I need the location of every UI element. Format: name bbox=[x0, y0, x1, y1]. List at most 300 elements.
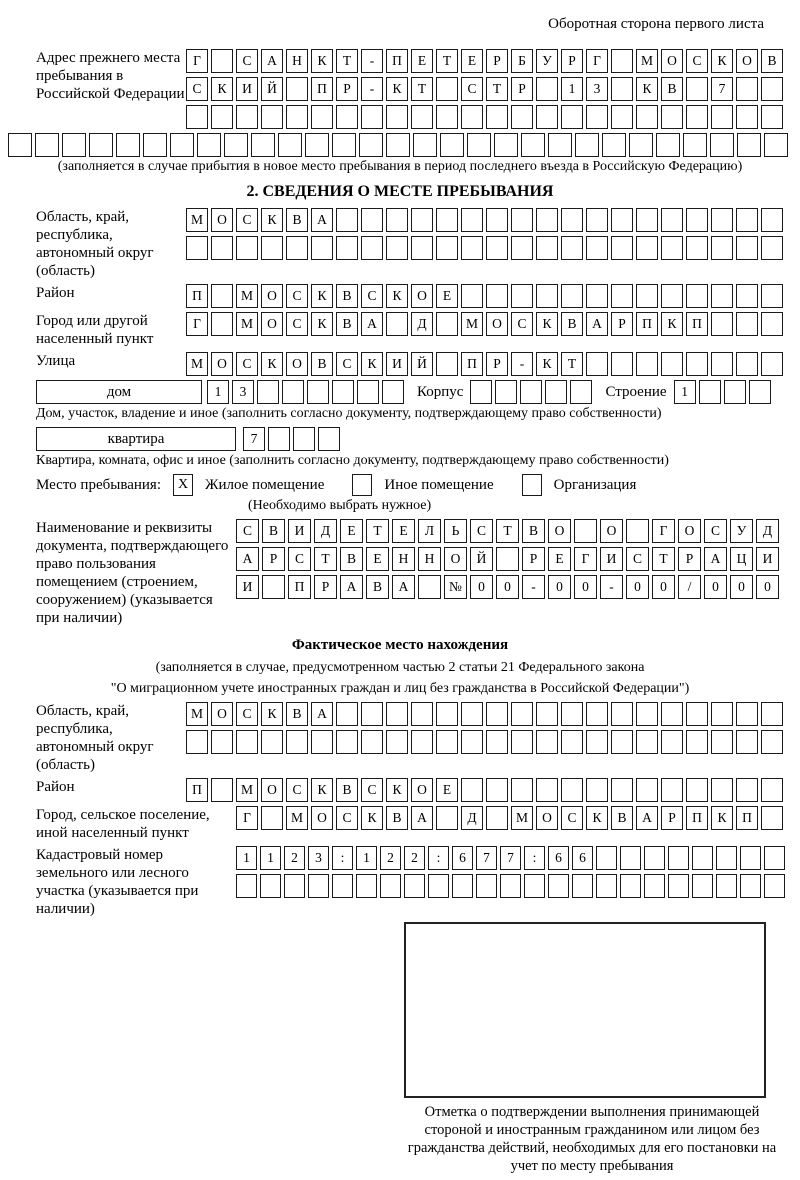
char-cell: / bbox=[678, 575, 701, 599]
char-cell bbox=[386, 236, 408, 260]
char-cell: А bbox=[311, 702, 333, 726]
region-row-2 bbox=[186, 236, 783, 260]
char-cell bbox=[636, 284, 658, 308]
char-cell bbox=[452, 874, 473, 898]
char-cell: О bbox=[261, 284, 283, 308]
char-cell: С bbox=[288, 547, 311, 571]
char-cell bbox=[440, 133, 464, 157]
char-cell bbox=[611, 778, 633, 802]
char-cell bbox=[602, 133, 626, 157]
char-cell bbox=[261, 105, 283, 129]
char-cell bbox=[686, 208, 708, 232]
char-cell: Е bbox=[366, 547, 389, 571]
char-cell bbox=[486, 284, 508, 308]
actual-region-field bbox=[8, 702, 792, 774]
char-cell bbox=[736, 236, 758, 260]
char-cell: П bbox=[386, 49, 408, 73]
char-cell bbox=[711, 778, 733, 802]
region-field bbox=[8, 208, 792, 280]
char-cell: 1 bbox=[207, 380, 229, 404]
apartment-caption: Квартира, комната, офис и иное (заполнить согласно документу, подтверждающему право собственности) bbox=[36, 453, 669, 468]
actual-location-caption-1: (заполняется в случае, предусмотренном частью 2 статьи 21 Федерального закона bbox=[155, 660, 645, 675]
char-cell bbox=[661, 702, 683, 726]
char-cell bbox=[361, 236, 383, 260]
char-cell bbox=[186, 236, 208, 260]
char-cell: М bbox=[186, 208, 208, 232]
char-cell: О bbox=[536, 806, 558, 830]
char-cell: 3 bbox=[232, 380, 254, 404]
char-cell bbox=[436, 105, 458, 129]
char-cell: С bbox=[336, 352, 358, 376]
char-cell bbox=[636, 730, 658, 754]
char-cell bbox=[486, 702, 508, 726]
char-cell: 1 bbox=[356, 846, 377, 870]
char-cell bbox=[211, 312, 233, 336]
char-cell bbox=[286, 236, 308, 260]
char-cell: В bbox=[661, 77, 683, 101]
char-cell: Р bbox=[486, 49, 508, 73]
char-cell bbox=[764, 133, 788, 157]
char-cell: 0 bbox=[470, 575, 493, 599]
char-cell bbox=[656, 133, 680, 157]
char-cell bbox=[536, 284, 558, 308]
char-cell bbox=[740, 846, 761, 870]
char-cell: И bbox=[386, 352, 408, 376]
char-cell bbox=[494, 133, 518, 157]
char-cell bbox=[404, 874, 425, 898]
char-cell bbox=[486, 778, 508, 802]
char-cell bbox=[286, 105, 308, 129]
char-cell bbox=[561, 208, 583, 232]
char-cell: М bbox=[186, 702, 208, 726]
char-cell: С bbox=[236, 519, 259, 543]
section2-title: 2. СВЕДЕНИЯ О МЕСТЕ ПРЕБЫВАНИЯ bbox=[246, 183, 554, 200]
char-cell: О bbox=[211, 702, 233, 726]
apartment-box-label: квартира bbox=[36, 427, 236, 451]
char-cell: Г bbox=[574, 547, 597, 571]
char-cell: О bbox=[678, 519, 701, 543]
char-cell: В bbox=[386, 806, 408, 830]
char-cell bbox=[293, 427, 315, 451]
char-cell: 3 bbox=[308, 846, 329, 870]
char-cell: С bbox=[236, 352, 258, 376]
char-cell: 2 bbox=[284, 846, 305, 870]
cadastre-row-1 bbox=[236, 846, 785, 870]
house-box-label: дом bbox=[36, 380, 202, 404]
char-cell: Д bbox=[461, 806, 483, 830]
char-cell: И bbox=[600, 547, 623, 571]
actual-region-label: Область, край, республика, автономный округ (область) bbox=[36, 703, 154, 773]
char-cell bbox=[586, 352, 608, 376]
char-cell bbox=[436, 806, 458, 830]
char-cell bbox=[386, 702, 408, 726]
char-cell: Д bbox=[756, 519, 779, 543]
char-cell bbox=[668, 874, 689, 898]
char-cell bbox=[496, 547, 519, 571]
char-cell: С bbox=[561, 806, 583, 830]
char-cell: 0 bbox=[574, 575, 597, 599]
char-cell: 1 bbox=[260, 846, 281, 870]
char-cell: Р bbox=[336, 77, 358, 101]
char-cell: № bbox=[444, 575, 467, 599]
char-cell bbox=[262, 575, 285, 599]
char-cell bbox=[411, 702, 433, 726]
korpus-cells bbox=[470, 380, 592, 404]
char-cell bbox=[536, 208, 558, 232]
char-cell: Е bbox=[340, 519, 363, 543]
char-cell: 6 bbox=[548, 846, 569, 870]
actual-district-row bbox=[186, 778, 783, 802]
char-cell bbox=[361, 208, 383, 232]
char-cell: О bbox=[411, 778, 433, 802]
char-cell bbox=[413, 133, 437, 157]
char-cell bbox=[511, 105, 533, 129]
char-cell: - bbox=[361, 77, 383, 101]
char-cell bbox=[661, 778, 683, 802]
char-cell: К bbox=[386, 77, 408, 101]
char-cell bbox=[636, 352, 658, 376]
char-cell: И bbox=[236, 575, 259, 599]
char-cell: Р bbox=[314, 575, 337, 599]
char-cell bbox=[336, 702, 358, 726]
char-cell: С bbox=[470, 519, 493, 543]
char-cell bbox=[311, 105, 333, 129]
char-cell bbox=[286, 730, 308, 754]
char-cell: Т bbox=[436, 49, 458, 73]
char-cell: П bbox=[686, 312, 708, 336]
char-cell: К bbox=[386, 778, 408, 802]
char-cell bbox=[572, 874, 593, 898]
korpus-label: Корпус bbox=[417, 383, 464, 400]
char-cell bbox=[686, 284, 708, 308]
char-cell bbox=[436, 352, 458, 376]
char-cell bbox=[436, 730, 458, 754]
char-cell: Й bbox=[261, 77, 283, 101]
char-cell: С bbox=[236, 702, 258, 726]
char-cell: Е bbox=[411, 49, 433, 73]
char-cell: О bbox=[600, 519, 623, 543]
char-cell bbox=[461, 702, 483, 726]
char-cell: И bbox=[288, 519, 311, 543]
district-row bbox=[186, 284, 783, 308]
char-cell bbox=[686, 236, 708, 260]
char-cell: М bbox=[236, 284, 258, 308]
char-cell bbox=[284, 874, 305, 898]
document-row-1 bbox=[236, 519, 779, 543]
char-cell: 6 bbox=[452, 846, 473, 870]
char-cell bbox=[586, 778, 608, 802]
char-cell: В bbox=[366, 575, 389, 599]
char-cell: 7 bbox=[243, 427, 265, 451]
char-cell bbox=[62, 133, 86, 157]
char-cell bbox=[629, 133, 653, 157]
char-cell bbox=[736, 730, 758, 754]
char-cell bbox=[620, 874, 641, 898]
char-cell: Р bbox=[262, 547, 285, 571]
char-cell: К bbox=[211, 77, 233, 101]
char-cell bbox=[428, 874, 449, 898]
char-cell: К bbox=[636, 77, 658, 101]
char-cell: : bbox=[524, 846, 545, 870]
char-cell bbox=[336, 105, 358, 129]
char-cell: К bbox=[311, 49, 333, 73]
char-cell bbox=[236, 730, 258, 754]
char-cell: Ц bbox=[730, 547, 753, 571]
char-cell bbox=[359, 133, 383, 157]
char-cell: С bbox=[361, 778, 383, 802]
char-cell bbox=[311, 236, 333, 260]
char-cell: К bbox=[361, 806, 383, 830]
residential-option-label: Жилое помещение bbox=[205, 476, 325, 493]
char-cell bbox=[724, 380, 746, 404]
char-cell: 7 bbox=[476, 846, 497, 870]
char-cell: В bbox=[336, 778, 358, 802]
char-cell bbox=[511, 284, 533, 308]
char-cell bbox=[736, 778, 758, 802]
actual-region-row-1 bbox=[186, 702, 783, 726]
char-cell bbox=[332, 874, 353, 898]
char-cell bbox=[524, 874, 545, 898]
char-cell bbox=[436, 236, 458, 260]
char-cell bbox=[411, 105, 433, 129]
stay-type-note: (Необходимо выбрать нужное) bbox=[248, 498, 432, 513]
char-cell: С bbox=[336, 806, 358, 830]
char-cell: А bbox=[361, 312, 383, 336]
char-cell bbox=[211, 284, 233, 308]
char-cell: Т bbox=[496, 519, 519, 543]
char-cell bbox=[511, 702, 533, 726]
char-cell: К bbox=[261, 208, 283, 232]
char-cell bbox=[143, 133, 167, 157]
char-cell: Т bbox=[652, 547, 675, 571]
char-cell bbox=[611, 730, 633, 754]
char-cell: К bbox=[711, 49, 733, 73]
char-cell bbox=[361, 105, 383, 129]
char-cell bbox=[236, 236, 258, 260]
char-cell bbox=[711, 702, 733, 726]
char-cell bbox=[561, 778, 583, 802]
char-cell: Р bbox=[678, 547, 701, 571]
char-cell: И bbox=[236, 77, 258, 101]
char-cell: О bbox=[661, 49, 683, 73]
char-cell bbox=[761, 312, 783, 336]
char-cell bbox=[561, 105, 583, 129]
char-cell bbox=[211, 778, 233, 802]
char-cell bbox=[761, 702, 783, 726]
char-cell: С bbox=[236, 208, 258, 232]
char-cell bbox=[436, 702, 458, 726]
char-cell bbox=[716, 874, 737, 898]
char-cell: М bbox=[286, 806, 308, 830]
char-cell: П bbox=[636, 312, 658, 336]
actual-district-label: Район bbox=[36, 779, 75, 795]
char-cell: - bbox=[361, 49, 383, 73]
char-cell bbox=[636, 105, 658, 129]
checkbox-organization bbox=[522, 474, 542, 496]
char-cell: Г bbox=[236, 806, 258, 830]
char-cell bbox=[521, 133, 545, 157]
char-cell: В bbox=[336, 312, 358, 336]
char-cell bbox=[636, 702, 658, 726]
char-cell: А bbox=[411, 806, 433, 830]
char-cell bbox=[586, 730, 608, 754]
char-cell bbox=[186, 105, 208, 129]
char-cell: К bbox=[311, 312, 333, 336]
char-cell: В bbox=[336, 284, 358, 308]
char-cell bbox=[711, 284, 733, 308]
char-cell: Т bbox=[561, 352, 583, 376]
char-cell bbox=[636, 208, 658, 232]
char-cell: Й bbox=[470, 547, 493, 571]
char-cell bbox=[211, 105, 233, 129]
char-cell bbox=[575, 133, 599, 157]
char-cell bbox=[686, 352, 708, 376]
cadastre-label: Кадастровый номер земельного или лесного участка (указывается при наличии) bbox=[36, 847, 199, 917]
char-cell bbox=[332, 133, 356, 157]
char-cell bbox=[380, 874, 401, 898]
city-row bbox=[186, 312, 783, 336]
char-cell: К bbox=[536, 312, 558, 336]
char-cell: В bbox=[561, 312, 583, 336]
char-cell bbox=[536, 778, 558, 802]
char-cell bbox=[692, 874, 713, 898]
char-cell: О bbox=[286, 352, 308, 376]
char-cell bbox=[361, 730, 383, 754]
char-cell: Д bbox=[411, 312, 433, 336]
char-cell bbox=[461, 730, 483, 754]
char-cell bbox=[467, 133, 491, 157]
char-cell bbox=[561, 730, 583, 754]
char-cell bbox=[740, 874, 761, 898]
char-cell bbox=[661, 284, 683, 308]
char-cell bbox=[211, 49, 233, 73]
char-cell bbox=[711, 105, 733, 129]
district-field bbox=[8, 284, 792, 308]
char-cell: 3 bbox=[586, 77, 608, 101]
char-cell: В bbox=[761, 49, 783, 73]
char-cell bbox=[636, 778, 658, 802]
char-cell bbox=[35, 133, 59, 157]
char-cell: П bbox=[736, 806, 758, 830]
char-cell: Т bbox=[411, 77, 433, 101]
char-cell: Д bbox=[314, 519, 337, 543]
actual-city-label: Город, сельское поселение, иной населенный пункт bbox=[36, 807, 210, 841]
char-cell: П bbox=[186, 284, 208, 308]
char-cell bbox=[536, 236, 558, 260]
char-cell bbox=[686, 730, 708, 754]
char-cell bbox=[536, 730, 558, 754]
char-cell: Т bbox=[314, 547, 337, 571]
char-cell bbox=[386, 730, 408, 754]
char-cell: 1 bbox=[561, 77, 583, 101]
char-cell bbox=[711, 236, 733, 260]
char-cell: П bbox=[311, 77, 333, 101]
char-cell: О bbox=[261, 778, 283, 802]
char-cell bbox=[570, 380, 592, 404]
char-cell bbox=[611, 77, 633, 101]
char-cell: Т bbox=[486, 77, 508, 101]
char-cell: 2 bbox=[380, 846, 401, 870]
char-cell bbox=[661, 105, 683, 129]
char-cell: Е bbox=[392, 519, 415, 543]
char-cell bbox=[574, 519, 597, 543]
char-cell bbox=[486, 236, 508, 260]
char-cell: В bbox=[311, 352, 333, 376]
actual-city-row bbox=[236, 806, 783, 830]
char-cell: Г bbox=[186, 49, 208, 73]
char-cell: Е bbox=[436, 284, 458, 308]
char-cell bbox=[611, 702, 633, 726]
char-cell: 2 bbox=[404, 846, 425, 870]
char-cell: О bbox=[444, 547, 467, 571]
char-cell bbox=[486, 730, 508, 754]
char-cell: У bbox=[730, 519, 753, 543]
char-cell bbox=[170, 133, 194, 157]
char-cell bbox=[586, 284, 608, 308]
char-cell bbox=[305, 133, 329, 157]
prev-address-label: Адрес прежнего места пребывания в Российской Федерации bbox=[36, 50, 185, 102]
char-cell: О bbox=[486, 312, 508, 336]
char-cell bbox=[761, 284, 783, 308]
char-cell bbox=[461, 778, 483, 802]
char-cell: К bbox=[586, 806, 608, 830]
char-cell: Р bbox=[661, 806, 683, 830]
street-label: Улица bbox=[36, 353, 76, 369]
char-cell bbox=[461, 284, 483, 308]
char-cell: А bbox=[261, 49, 283, 73]
prev-address-field bbox=[8, 49, 792, 129]
char-cell bbox=[461, 105, 483, 129]
char-cell: С bbox=[186, 77, 208, 101]
char-cell bbox=[761, 105, 783, 129]
char-cell: М bbox=[236, 312, 258, 336]
house-line bbox=[8, 380, 792, 404]
char-cell bbox=[357, 380, 379, 404]
char-cell: Р bbox=[522, 547, 545, 571]
char-cell bbox=[711, 352, 733, 376]
char-cell: С bbox=[361, 284, 383, 308]
char-cell bbox=[307, 380, 329, 404]
char-cell bbox=[710, 133, 734, 157]
stroenie-label: Строение bbox=[605, 383, 667, 400]
prev-address-caption: (заполняется в случае прибытия в новое место пребывания в период последнего въезда в Российскую Федерацию) bbox=[57, 159, 743, 174]
char-cell bbox=[486, 105, 508, 129]
char-cell bbox=[761, 778, 783, 802]
char-cell bbox=[476, 874, 497, 898]
char-cell bbox=[386, 208, 408, 232]
char-cell bbox=[644, 846, 665, 870]
char-cell bbox=[736, 352, 758, 376]
char-cell bbox=[611, 49, 633, 73]
char-cell bbox=[761, 352, 783, 376]
char-cell bbox=[686, 77, 708, 101]
char-cell bbox=[282, 380, 304, 404]
char-cell: Р bbox=[611, 312, 633, 336]
street-row bbox=[186, 352, 783, 376]
char-cell: Е bbox=[461, 49, 483, 73]
checkbox-residential: X bbox=[173, 474, 193, 496]
char-cell: О bbox=[261, 312, 283, 336]
char-cell bbox=[661, 730, 683, 754]
char-cell bbox=[561, 236, 583, 260]
char-cell bbox=[461, 236, 483, 260]
char-cell: 7 bbox=[500, 846, 521, 870]
char-cell: Т bbox=[366, 519, 389, 543]
char-cell bbox=[711, 730, 733, 754]
char-cell bbox=[536, 702, 558, 726]
checkbox-other-premises bbox=[352, 474, 372, 496]
char-cell: А bbox=[586, 312, 608, 336]
